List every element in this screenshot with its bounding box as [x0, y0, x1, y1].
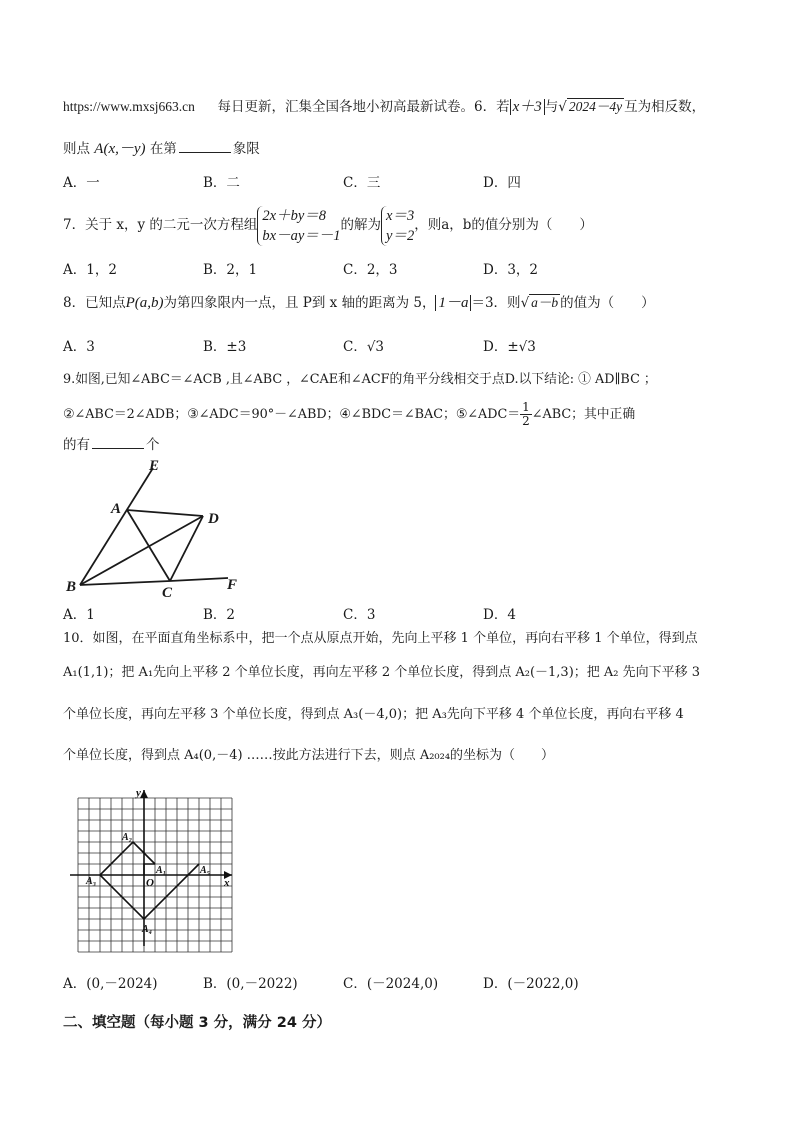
- label-a5: A₅: [200, 865, 211, 876]
- q8-pre: 8．已知点: [63, 295, 126, 311]
- header-url: https://www.mxsj663.cn: [63, 99, 195, 114]
- q9-option-a: A．1: [63, 607, 95, 623]
- q10-line3: 个单位长度，再向左平移 3 个单位长度，得到点 A₃(－4,0)；把 A₃先向下平移 4 个单位长度，再向右平移 4: [63, 707, 684, 722]
- section2-title: 二、填空题（每小题 3 分，满分 24 分）: [63, 1015, 331, 1031]
- q7-sys1-eq1: 2x＋by＝8: [262, 207, 327, 224]
- q9-answer-blank[interactable]: [92, 436, 144, 449]
- label-c: C: [162, 585, 173, 601]
- q9-frac-num: 1: [522, 400, 530, 414]
- q8-option-c: C．√3: [343, 339, 385, 355]
- q6-line2: [63, 139, 260, 159]
- q7-mid: 的解为: [340, 217, 382, 233]
- q8-sqrt-expr: a－b: [531, 295, 559, 310]
- q9-line3: [63, 435, 160, 455]
- q7-option-c: C．2，3: [343, 262, 398, 278]
- line-a-d: [127, 510, 203, 516]
- q6-abs-expr: x＋3: [510, 99, 545, 115]
- q7-system1: [257, 206, 340, 246]
- q8-option-d: D．±√3: [483, 339, 536, 355]
- q7-pre: 7．关于 x，y 的二元一次方程组: [63, 217, 258, 233]
- q6-number: 6．若: [473, 99, 510, 115]
- q7-sys2-eq2: y＝2: [386, 227, 415, 244]
- q10-coordinate-grid-figure: [66, 784, 246, 954]
- q9-option-c: C．3: [343, 607, 376, 623]
- q10-line1: 10．如图，在平面直角坐标系中，把一个点从原点开始，先向上平移 1 个单位，再向右平移 1 个单位，得到点: [63, 631, 698, 646]
- q8-end: 的值为（ ）: [560, 295, 655, 311]
- q10-line4: 个单位长度，得到点 A₄(0,－4) ……按此方法进行下去，则点 A₂₀₂₄的坐标为（ ）: [63, 748, 555, 763]
- q9-line2: [63, 400, 635, 430]
- label-o: O: [146, 877, 154, 889]
- line-a-c: [127, 510, 170, 581]
- q6-line2-mid: 在第: [149, 141, 177, 157]
- q6-line2-end: 象限: [232, 141, 260, 157]
- label-a: A: [111, 501, 122, 517]
- q9-fraction: [520, 401, 532, 428]
- label-a1: A₁: [156, 865, 167, 876]
- q10-option-d: D．(－2022,0): [483, 976, 579, 992]
- q6-end: 互为相反数，: [624, 99, 706, 115]
- label-f: F: [227, 577, 238, 593]
- q7-option-b: B．2，1: [203, 262, 258, 278]
- q7-option-d: D．3，2: [483, 262, 539, 278]
- q9-option-b: B．2: [203, 607, 236, 623]
- q7-system2: [381, 206, 414, 246]
- q10-option-b: B．(0,－2022): [203, 976, 298, 992]
- q6-option-a: A．一: [63, 175, 100, 191]
- sqrt-icon: √: [520, 295, 530, 311]
- line-b-e: [80, 468, 153, 585]
- q7-option-a: A．1，2: [63, 262, 117, 278]
- sqrt-icon: √: [558, 99, 567, 115]
- label-d: D: [208, 511, 219, 527]
- q6-answer-blank[interactable]: [179, 140, 231, 153]
- label-e: E: [149, 458, 160, 474]
- label-y: y: [136, 787, 141, 799]
- q9-geometry-figure: [60, 458, 250, 604]
- q6-mid: 与: [544, 99, 559, 115]
- q6-option-b: B．二: [203, 175, 240, 191]
- q6-line1: [63, 97, 705, 117]
- q10-option-a: A．(0,－2024): [63, 976, 158, 992]
- q6-line2-pre: 则点: [63, 141, 90, 157]
- header-notice: 每日更新，汇集全国各地小初高最新试卷。: [217, 99, 474, 115]
- q7-sys2-eq1: x＝3: [386, 207, 415, 224]
- label-b: B: [66, 579, 77, 595]
- line-c-f: [170, 578, 228, 581]
- q8-mid1: 为第四象限内一点，且 P到 x 轴的距离为 5，: [163, 295, 436, 311]
- q8-point: P(a,b): [125, 295, 164, 311]
- q7-sys1-eq2: bx－ay＝－1: [262, 227, 341, 244]
- label-a3: A₃: [86, 876, 97, 887]
- label-x: x: [224, 877, 230, 889]
- q9-line3-pre: 的有: [63, 437, 90, 453]
- q9-frac-den: 2: [522, 414, 530, 428]
- label-a2: A₂: [122, 832, 133, 843]
- q9-line2-end: ∠ABC；其中正确: [531, 407, 636, 422]
- path-o-a1: [144, 864, 155, 875]
- y-axis-arrow-icon: [140, 790, 148, 798]
- q7-end: ，则a，b的值分别为（ ）: [414, 217, 593, 233]
- q6-point: A(x,－y): [94, 141, 146, 157]
- q9-line3-end: 个: [146, 437, 160, 453]
- q8-mid2: ＝3．则: [471, 295, 521, 311]
- line-b-c: [80, 581, 170, 585]
- label-a4: A₄: [142, 924, 153, 935]
- q10-option-c: C．(－2024,0): [343, 976, 439, 992]
- q6-sqrt-expr: 2024－4y: [568, 99, 623, 114]
- q6-option-d: D．四: [483, 175, 521, 191]
- q10-line2: A₁(1,1)；把 A₁先向上平移 2 个单位长度，再向左平移 2 个单位长度，得到点 A₂(－1,3)；把 A₂ 先向下平移 3: [63, 665, 701, 680]
- q7-line: [63, 203, 593, 247]
- q8-option-a: A．3: [63, 339, 95, 355]
- q9-option-d: D．4: [483, 607, 516, 623]
- q6-option-c: C．三: [343, 175, 381, 191]
- q8-abs-expr: 1－a: [435, 295, 471, 311]
- q9-line2-pre: ②∠ABC＝2∠ADB；③∠ADC＝90°－∠ABD；④∠BDC＝∠BAC；⑤∠ADC＝: [63, 407, 521, 422]
- q9-line1: 9.如图,已知∠ABC＝∠ACB ,且∠ABC ，∠CAE和∠ACF的角平分线相交于点D.以下结论: ① AD∥BC ；: [63, 372, 657, 387]
- q8-line: [63, 293, 655, 313]
- q8-option-b: B．±3: [203, 339, 247, 355]
